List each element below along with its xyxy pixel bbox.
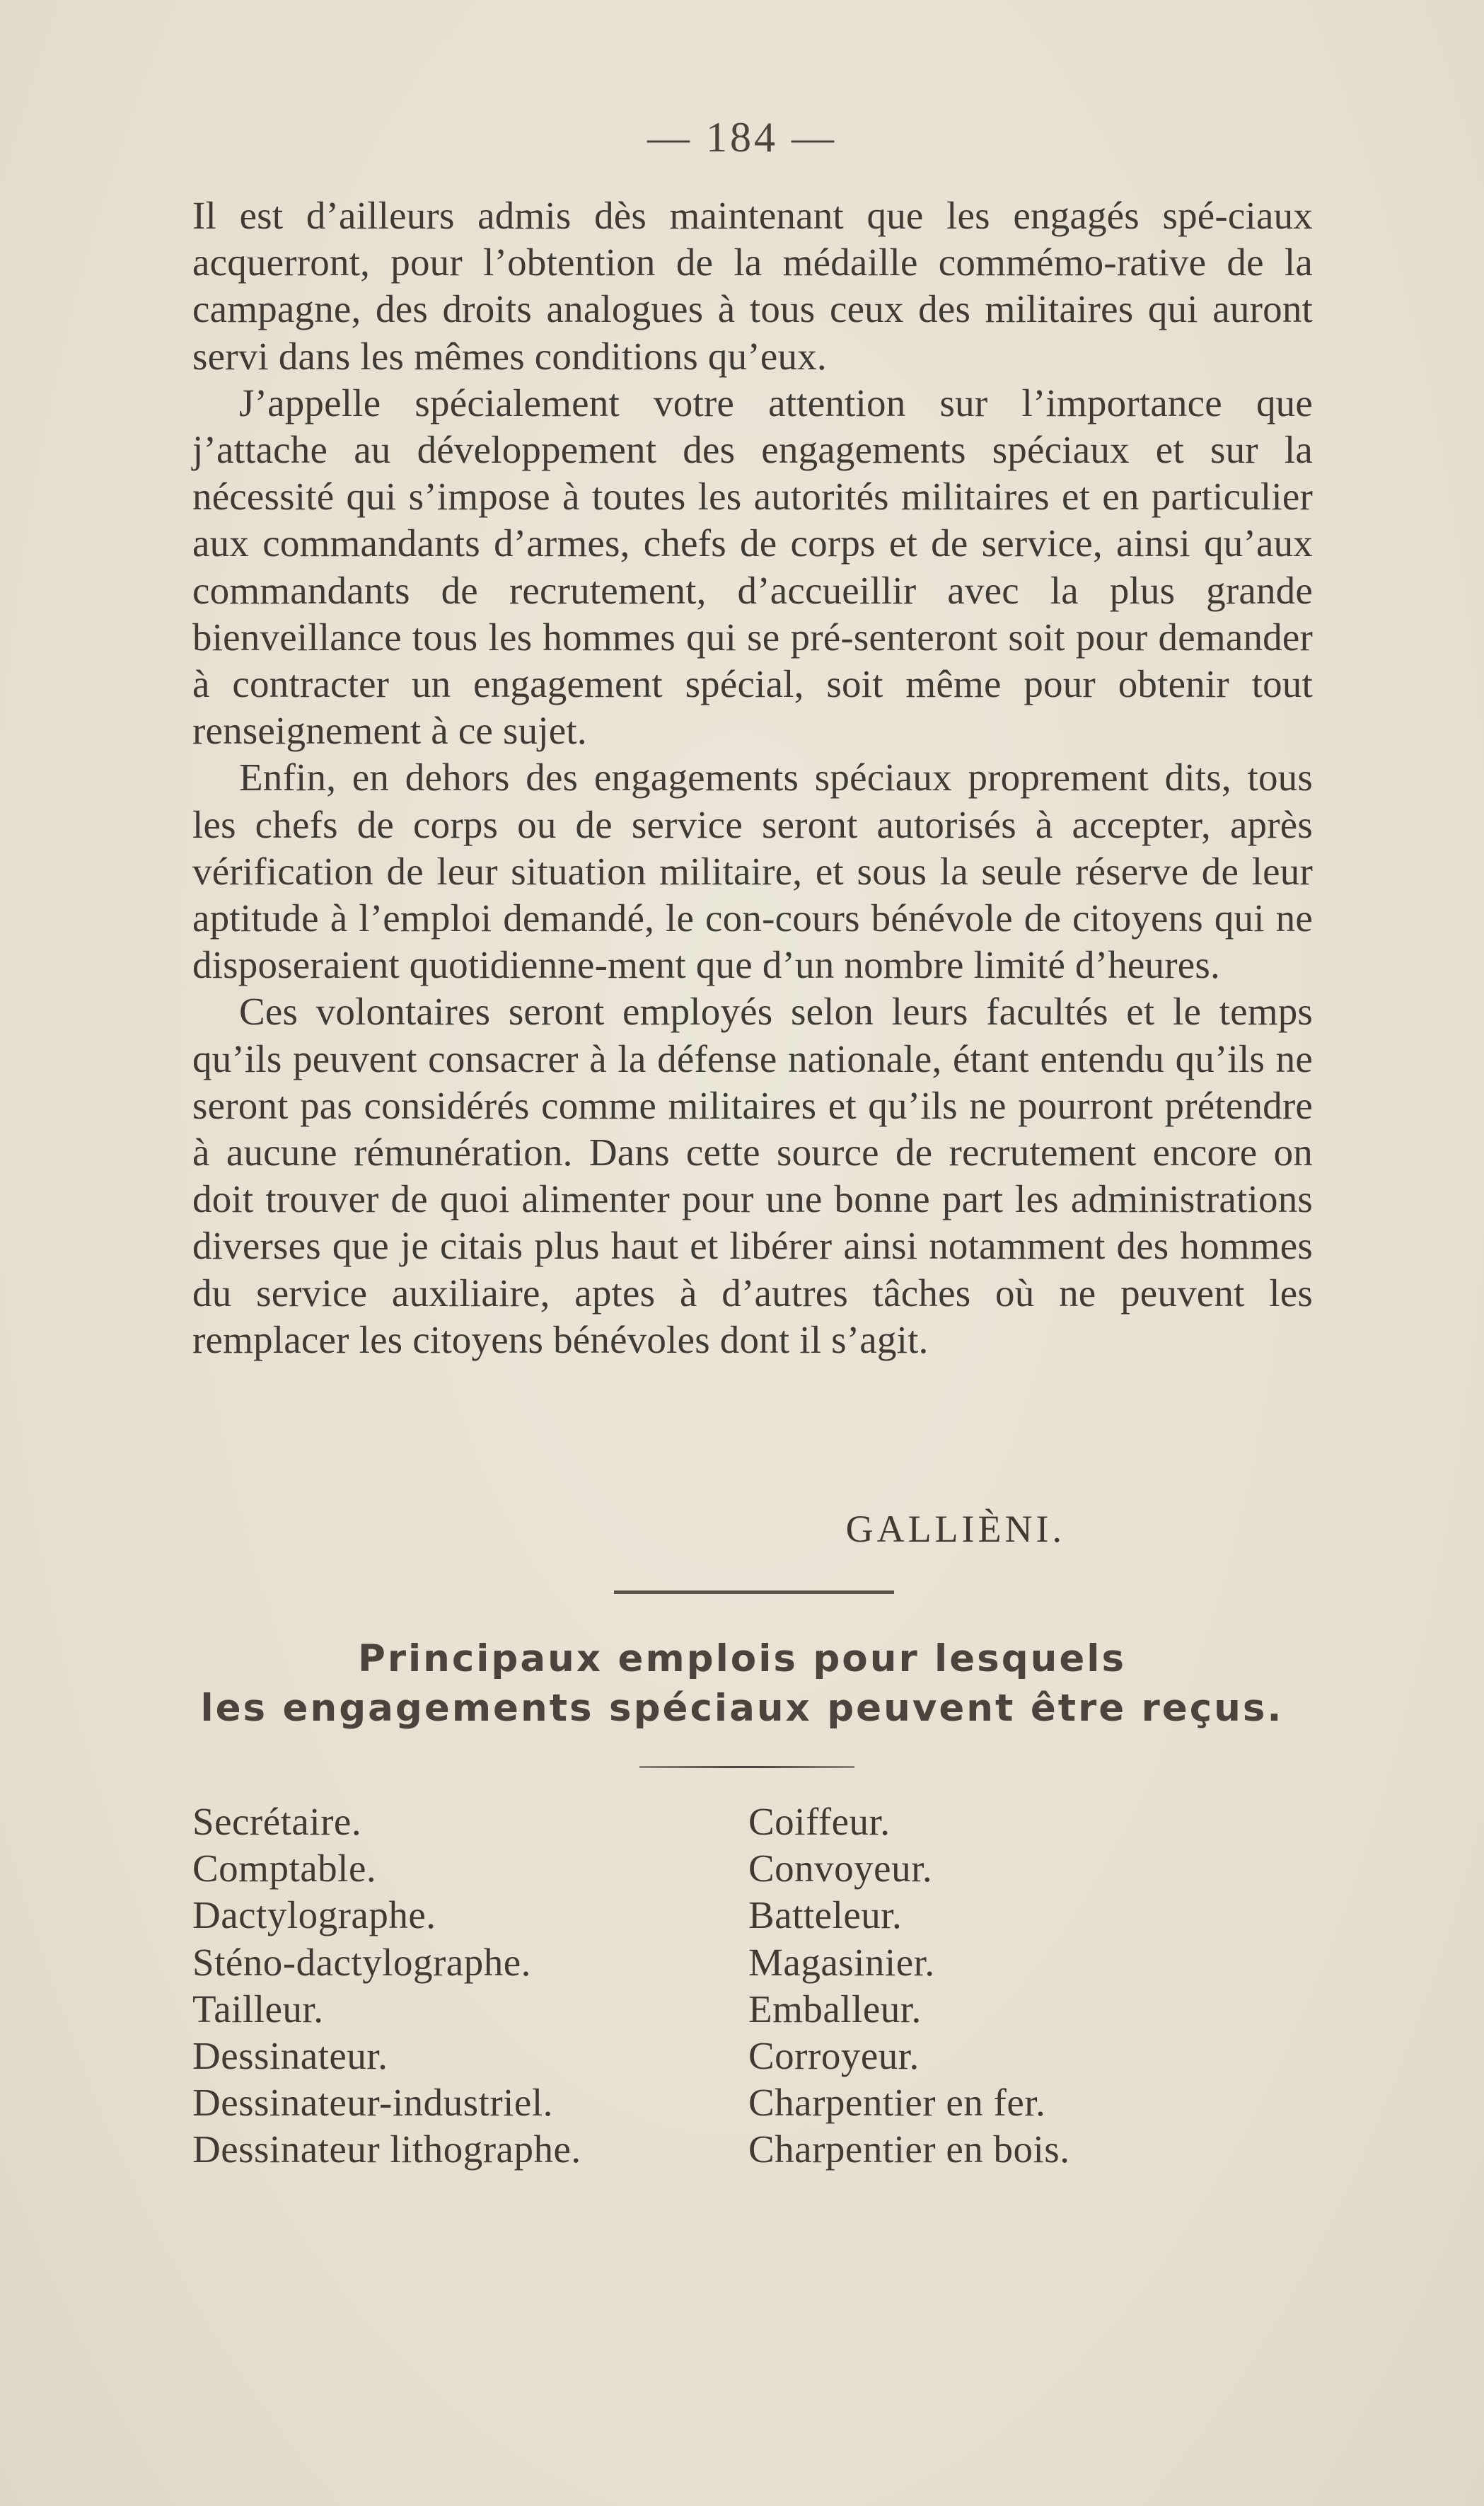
- jobs-list-right: [748, 1798, 1069, 2173]
- page-number: — 184 —: [647, 114, 837, 161]
- list-item: Sténo-dactylographe.: [192, 1940, 531, 1984]
- list-item: Emballeur.: [748, 1987, 922, 2031]
- signature: GALLIÈNI.: [845, 1508, 1065, 1550]
- list-item: Charpentier en fer.: [748, 2081, 1046, 2125]
- paragraph: Ces volontaires seront employés selon leurs facultés et le temps qu’ils peuvent consacrer à la défense nationale, étant entendu qu’ils ne seront pas considérés comme militaires et qu’ils ne pourront prétendre à aucune rémunération. Dans cette source de recrutement encore on doit trouver de quoi alimenter pour une bonne part les administrations diverses que je citais plus haut et libérer ainsi notamment des hommes du service auxiliaire, aptes à d’autres tâches où ne peuvent les remplacer les citoyens bénévoles dont il s’agit.: [192, 990, 1313, 1361]
- list-item: Dessinateur.: [192, 2034, 388, 2078]
- list-item: Secrétaire.: [192, 1800, 362, 1843]
- separator-rule: [614, 1590, 894, 1594]
- body-text: [192, 192, 1313, 1363]
- list-item: Convoyeur.: [748, 1847, 933, 1890]
- section-title-line: les engagements spéciaux peuvent être reçus.: [200, 1687, 1284, 1730]
- jobs-list-left: [192, 1798, 581, 2173]
- list-item: Coiffeur.: [748, 1800, 891, 1843]
- ornament-rule: [639, 1766, 854, 1768]
- list-item: Batteleur.: [748, 1893, 903, 1937]
- list-item: Magasinier.: [748, 1940, 935, 1984]
- list-item: Dactylographe.: [192, 1893, 436, 1937]
- section-title: [0, 1634, 1484, 1733]
- list-item: Dessinateur-industriel.: [192, 2081, 553, 2125]
- section-title-line: Principaux emplois pour lesquels: [357, 1637, 1127, 1680]
- paragraph: J’appelle spécialement votre attention sur l’importance que j’attache au développement des engagements spéciaux et sur la nécessité qui s’impose à toutes les autorités militaires et en particulier aux commandants d’armes, chefs de corps et de service, ainsi qu’aux commandants de recrutement, d’accueillir avec la plus grande bienveillance tous les hommes qui se pré-senteront soit pour demander à contracter un engagement spécial, soit même pour obtenir tout renseignement à ce sujet.: [192, 381, 1313, 753]
- paragraph: Enfin, en dehors des engagements spéciaux proprement dits, tous les chefs de corps ou de service seront autorisés à accepter, après vérification de leur situation militaire, et sous la seule réserve de leur aptitude à l’emploi demandé, le con-cours bénévole de citoyens qui ne disposeraient quotidienne-ment que d’un nombre limité d’heures.: [192, 756, 1313, 987]
- list-item: Charpentier en bois.: [748, 2127, 1070, 2171]
- list-item: Tailleur.: [192, 1987, 324, 2031]
- list-item: Corroyeur.: [748, 2034, 920, 2078]
- list-item: Comptable.: [192, 1847, 377, 1890]
- paragraph: Il est d’ailleurs admis dès maintenant que les engagés spé-ciaux acquerront, pour l’obtention de la médaille commémo-rative de la campagne, des droits analogues à tous ceux des militaires qui auront servi dans les mêmes conditions qu’eux.: [192, 194, 1313, 378]
- list-item: Dessinateur lithographe.: [192, 2127, 581, 2171]
